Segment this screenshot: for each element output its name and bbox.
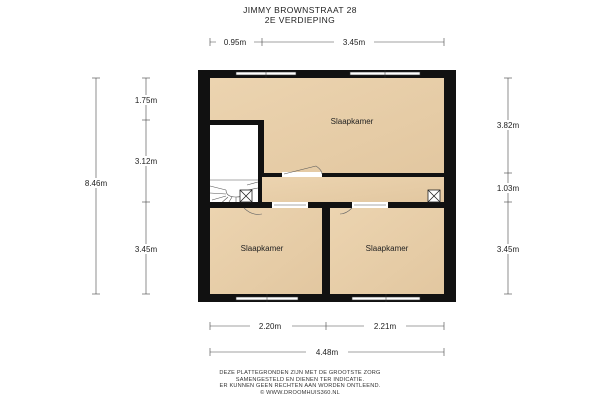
dim-right-3: 3.45m xyxy=(496,245,520,254)
dim-right-1: 3.82m xyxy=(496,121,520,130)
dim-bottom-left: 2.20m xyxy=(258,322,282,331)
dim-top-left: 0.95m xyxy=(223,38,247,47)
dim-bottom-right: 2.21m xyxy=(373,322,397,331)
disclaimer-line: © WWW.DROOMHUIS360.NL xyxy=(260,389,340,396)
dim-left-3: 3.45m xyxy=(134,245,158,254)
disclaimer xyxy=(0,370,600,396)
room-label-bottom-right: Slaapkamer xyxy=(365,244,409,253)
dim-left-2: 3.12m xyxy=(134,157,158,166)
dim-right-2: 1.03m xyxy=(496,184,520,193)
dim-left-1: 1.75m xyxy=(134,96,158,105)
disclaimer-line: ER KUNNEN GEEN RECHTEN AAN WORDEN ONTLEEND. xyxy=(219,383,381,390)
address-title: JIMMY BROWNSTRAAT 28 xyxy=(243,5,357,15)
disclaimer-line: DEZE PLATTEGRONDEN ZIJN MET DE GROOTSTE ZORG xyxy=(219,370,381,376)
dim-top-right: 3.45m xyxy=(342,38,366,47)
dim-left-total: 8.46m xyxy=(84,179,108,188)
room-label-top: Slaapkamer xyxy=(330,117,374,126)
room-label-bottom-left: Slaapkamer xyxy=(240,244,284,253)
floor-title: 2E VERDIEPING xyxy=(264,15,336,25)
dim-bottom-total: 4.48m xyxy=(315,348,339,357)
disclaimer-line: SAMENGESTELD EN DIENEN TER INDICATIE. xyxy=(235,376,365,383)
